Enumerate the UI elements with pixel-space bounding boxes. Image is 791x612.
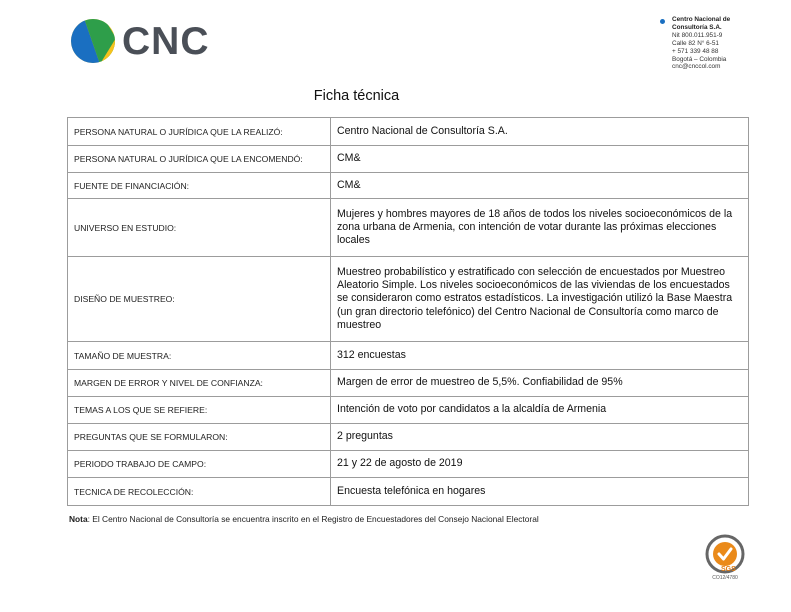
table-row xyxy=(68,397,749,424)
company-city: Bogotá – Colombia xyxy=(672,55,727,63)
table-row xyxy=(68,173,749,199)
company-phone: + 571 339 48 88 xyxy=(672,47,719,55)
row-value: 2 preguntas xyxy=(331,424,749,451)
cnc-logo-icon xyxy=(70,18,116,64)
footnote-prefix: Nota xyxy=(69,514,88,524)
table-row xyxy=(68,199,749,257)
company-name-line1: Centro Nacional de xyxy=(672,16,731,23)
row-label: MARGEN DE ERROR Y NIVEL DE CONFIANZA: xyxy=(68,370,331,397)
row-label: TAMAÑO DE MUESTRA: xyxy=(68,342,331,370)
page-title xyxy=(0,88,791,104)
row-value: Margen de error de muestreo de 5,5%. Confiabilidad de 95% xyxy=(331,370,749,397)
ficha-tecnica-table xyxy=(67,117,749,506)
row-value: CM& xyxy=(331,146,749,173)
row-value: CM& xyxy=(331,173,749,199)
bullet-icon xyxy=(660,19,665,24)
table-row xyxy=(68,370,749,397)
table-row xyxy=(68,342,749,370)
row-label: PERIODO TRABAJO DE CAMPO: xyxy=(68,451,331,478)
sgs-brand: SGS xyxy=(721,566,736,573)
row-label: TECNICA DE RECOLECCIÓN: xyxy=(68,478,331,506)
row-label: PERSONA NATURAL O JURÍDICA QUE LA ENCOMENDÓ: xyxy=(68,146,331,173)
table-row xyxy=(68,118,749,146)
table-row xyxy=(68,146,749,173)
row-value: 312 encuestas xyxy=(331,342,749,370)
table-row xyxy=(68,257,749,342)
sgs-code: CO12/4780 xyxy=(712,575,738,581)
company-email: cnc@cnccol.com xyxy=(672,63,721,71)
row-label: PREGUNTAS QUE SE FORMULARON: xyxy=(68,424,331,451)
row-label: PERSONA NATURAL O JURÍDICA QUE LA REALIZÓ: xyxy=(68,118,331,146)
row-value: Mujeres y hombres mayores de 18 años de todos los niveles socioeconómicos de la zona urbana de Armenia, con intención de votar durante las próximas elecciones locales xyxy=(331,199,749,257)
company-nit: Nit 800.011.951-9 xyxy=(672,31,723,39)
row-label: DISEÑO DE MUESTREO: xyxy=(68,257,331,342)
company-name-line2: Consultoría S.A. xyxy=(672,23,722,31)
table-row xyxy=(68,451,749,478)
cnc-logo xyxy=(70,18,220,66)
company-address: Calle 82 N° 6-51 xyxy=(672,39,719,47)
row-value: Centro Nacional de Consultoría S.A. xyxy=(331,118,749,146)
row-value: Muestreo probabilístico y estratificado con selección de encuestados por Muestreo Aleatorio Simple. Los niveles socioeconómicos de las viviendas de los encuestados se consideraron como estratos estadísticos. La investigación utilizó la Base Maestra (un gran directorio telefónico) del Centro Nacional de Consultoría como marco de muestreo xyxy=(331,257,749,342)
table-row xyxy=(68,424,749,451)
row-value: 21 y 22 de agosto de 2019 xyxy=(331,451,749,478)
row-label: UNIVERSO EN ESTUDIO: xyxy=(68,199,331,257)
cnc-logo-text: CNC xyxy=(122,20,210,63)
footnote-text: : El Centro Nacional de Consultoría se encuentra inscrito en el Registro de Encuestadores del Consejo Nacional Electoral xyxy=(87,514,539,524)
row-label: FUENTE DE FINANCIACIÓN: xyxy=(68,173,331,199)
row-label: TEMAS A LOS QUE SE REFIERE: xyxy=(68,397,331,424)
table-row xyxy=(68,478,749,506)
sgs-certification-seal xyxy=(700,533,750,585)
page-title-text: Ficha técnica xyxy=(313,88,400,104)
row-value: Intención de voto por candidatos a la alcaldía de Armenia xyxy=(331,397,749,424)
row-value: Encuesta telefónica en hogares xyxy=(331,478,749,506)
footnote xyxy=(69,514,539,524)
